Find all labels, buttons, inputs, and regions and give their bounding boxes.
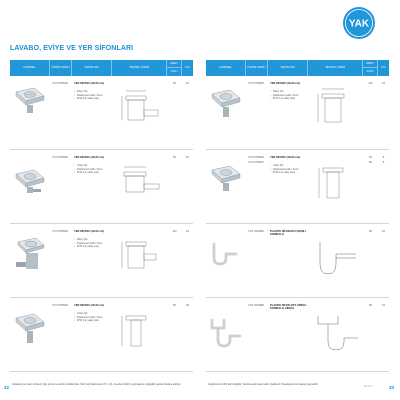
table-row (10, 298, 193, 372)
weight-value (378, 150, 389, 223)
product-name: PLASTİK SİFON ÇİFT GİRİŞLİ KONİKALLI ÇIKIŞLI (270, 304, 307, 311)
table-row (206, 76, 389, 150)
feature-item: • Paslanmaz Çelik / Krom (74, 168, 111, 171)
weight-value: 24 (186, 230, 189, 233)
product-code-a: YS7 0705906 (248, 156, 264, 159)
technical-drawing (112, 76, 167, 149)
feature-item: • Paslanmaz Çelik / Krom (74, 242, 111, 245)
product-description (268, 150, 308, 223)
feature-item: • Paslanmaz Çelik / Krom (270, 94, 307, 97)
table-row (10, 224, 193, 298)
weight-value: 24 (186, 156, 189, 159)
qty-value-a: 50 (369, 156, 372, 159)
product-code: YS7 0705905 (248, 82, 264, 85)
feature-item: • Yatay Tipi (74, 164, 111, 167)
technical-drawing (112, 224, 167, 297)
footnote-left: Katalogda yer alan ürünlerin bilgi, görsel ve teknik özelliklerinde YAK Yapı Malzemeleri Tic. A.Ş. önceden bildirim yapmaksızın değişiklik yapma hakkına sahiptir. (12, 383, 182, 386)
product-code: YS7 0705904 (52, 304, 68, 307)
product-code-b: YS7 0705907 (248, 160, 264, 164)
page-number-right: 33 (389, 385, 395, 390)
footnote-right: Fiyatlarımıza KDV dahil değildir. Teslimat şekli depo teslim fiyatlarıdır. Siparişlerde koli adetleri geçerlidir. (208, 383, 319, 386)
feature-item: • Paslanmaz Çelik / Krom (270, 168, 307, 171)
feature-item: • Ø 50 mm yatay çıkış (270, 171, 307, 174)
feature-item: • Yatay Tipi (74, 312, 111, 315)
feature-item: • Ø 50 mm yatay çıkış (74, 319, 111, 322)
page-number-left: 32 (4, 385, 10, 390)
product-code: YS2 7910368 (248, 304, 264, 307)
header-qty-label: ADET (167, 60, 181, 68)
header-weight: KG (381, 65, 386, 70)
product-description (268, 224, 308, 297)
weight-value: 25 (186, 304, 189, 307)
product-table-right (206, 60, 389, 372)
weight-value-b: 5 (382, 160, 385, 164)
feature-item: • Ø 50 mm yatay çıkış (74, 97, 111, 100)
qty-value: 110 (172, 230, 177, 233)
weight-value: 24 (382, 82, 385, 85)
header-drawing: TEKNİK ÇİZİM (112, 60, 167, 76)
feature-item: • Paslanmaz Çelik / Krom (74, 316, 111, 319)
table-header (10, 60, 193, 76)
weight-value: 10 (382, 230, 385, 233)
technical-drawing (308, 298, 363, 371)
product-code: YS7 0705900 (52, 82, 68, 85)
product-name: PLASTİK SİFON BÜZ ÇIKIŞLI KONİKALLI (270, 230, 306, 237)
header-code: ÜRÜN KODU (246, 60, 268, 76)
header-description: ÜRÜN ADI (72, 60, 112, 76)
product-image (10, 150, 50, 223)
product-description (72, 224, 112, 297)
feature-item: • Ø 50 mm yatay çıkış (74, 245, 111, 248)
technical-drawing (308, 224, 363, 297)
product-code: YS7 0705903 (52, 230, 68, 233)
feature-item: • Dikey Tipi (74, 238, 111, 241)
feature-item: • Paslanmaz Çelik / Krom (74, 94, 111, 97)
product-code (246, 150, 268, 223)
weight-value: 16 (382, 304, 385, 307)
product-description (72, 150, 112, 223)
feature-item: • Ø 50 mm yatay çıkış (74, 171, 111, 174)
technical-drawing (308, 150, 363, 223)
document-code: 30.1.9.1 (364, 385, 373, 388)
product-image (206, 298, 246, 371)
weight-value-a: 5 (382, 156, 385, 159)
table-row (206, 298, 389, 372)
product-image (206, 76, 246, 149)
header-image: GÖRSEL (206, 60, 246, 76)
header-code: ÜRÜN KODU (50, 60, 72, 76)
header-qty-label: ADET (363, 60, 377, 68)
qty-value: 50 (173, 82, 176, 85)
product-image (10, 76, 50, 149)
product-name: YER SİFONU (10x10 cm) (74, 304, 104, 307)
product-code: YS7 0705902 (52, 156, 68, 159)
product-description (72, 76, 112, 149)
feature-item: • Dikey Tipi (74, 90, 111, 93)
header-drawing: TEKNİK ÇİZİM (308, 60, 363, 76)
header-qty (363, 60, 378, 76)
qty-value: 112 (368, 82, 373, 85)
qty-value: 96 (369, 230, 372, 233)
product-description (72, 298, 112, 371)
product-description (268, 298, 308, 371)
feature-item: • Yatay Tipi (270, 164, 307, 167)
feature-item: • Dikey Tipi (270, 90, 307, 93)
product-name: YER SİFONU (10x10 cm) (74, 82, 104, 85)
qty-value (363, 150, 378, 223)
product-code: YS2 7910360 (248, 230, 264, 233)
header-description: ÜRÜN ADI (268, 60, 308, 76)
table-header (206, 60, 389, 76)
product-name: YER SİFONU (10x10 cm) (270, 82, 300, 85)
header-image: GÖRSEL (10, 60, 50, 76)
brand-logo-text: YAK (348, 18, 370, 30)
qty-value: 50 (173, 304, 176, 307)
table-row (10, 76, 193, 150)
qty-value: 96 (369, 304, 372, 307)
product-description (268, 76, 308, 149)
product-image (206, 224, 246, 297)
product-name: YER SİFONU (10x10 cm) (74, 156, 104, 159)
page-title: LAVABO, EVİYE VE YER SİFONLARI (10, 45, 134, 52)
weight-value: 24 (186, 82, 189, 85)
qty-value-b: 50 (369, 160, 372, 164)
table-row (206, 150, 389, 224)
table-row (206, 224, 389, 298)
product-name: YER SİFONU (10x10 cm) (74, 230, 104, 233)
brand-logo (342, 6, 376, 40)
header-weight: KG (185, 65, 190, 70)
technical-drawing (112, 150, 167, 223)
product-name: YER SİFONU (10x10 cm) (270, 156, 300, 159)
header-qty (167, 60, 182, 76)
feature-item: • Ø 50 mm yatay çıkış (270, 97, 307, 100)
header-qty-a: KOLİ (366, 69, 374, 74)
product-table-left (10, 60, 193, 372)
technical-drawing (112, 298, 167, 371)
product-image (10, 224, 50, 297)
table-row (10, 150, 193, 224)
technical-drawing (308, 76, 363, 149)
product-image (206, 150, 246, 223)
header-qty-a: KOLİ (170, 69, 178, 74)
product-image (10, 298, 50, 371)
qty-value: 50 (173, 156, 176, 159)
